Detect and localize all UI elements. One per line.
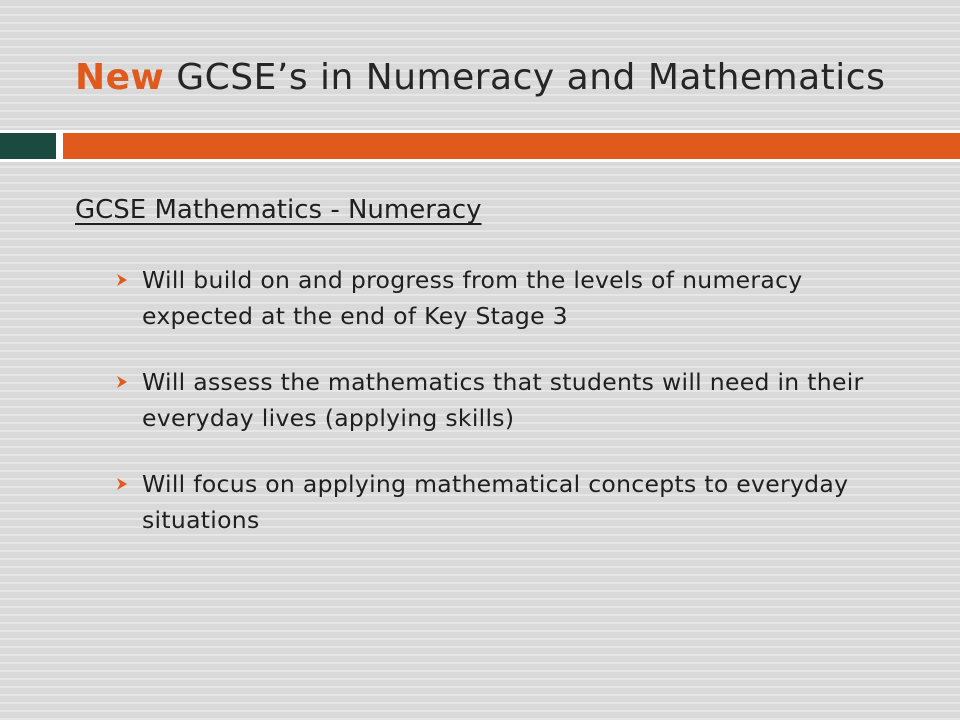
divider-bar-orange	[63, 133, 960, 159]
section-subheading: GCSE Mathematics - Numeracy	[75, 195, 482, 225]
bullet-text: Will build on and progress from the levels of numeracy expected at the end of Key Stage 3	[142, 266, 803, 330]
bullet-item	[112, 262, 912, 334]
divider-gap	[56, 131, 63, 161]
divider-line-bottom	[0, 159, 960, 162]
slide-title	[75, 50, 935, 106]
arrowhead-bullet-icon	[115, 375, 129, 389]
bullet-item	[112, 364, 912, 436]
bullet-text: Will focus on applying mathematical concepts to everyday situations	[142, 470, 849, 534]
title-accent-word: New	[75, 57, 165, 98]
title-rest: GCSE’s in Numeracy and Mathematics	[164, 57, 886, 98]
arrowhead-bullet-icon	[115, 273, 129, 287]
bullet-item	[112, 466, 912, 538]
bullet-text: Will assess the mathematics that students will need in their everyday lives (applying skills)	[142, 368, 864, 432]
bullet-list	[112, 262, 912, 568]
divider-bar-teal	[0, 133, 56, 159]
arrowhead-bullet-icon	[115, 477, 129, 491]
